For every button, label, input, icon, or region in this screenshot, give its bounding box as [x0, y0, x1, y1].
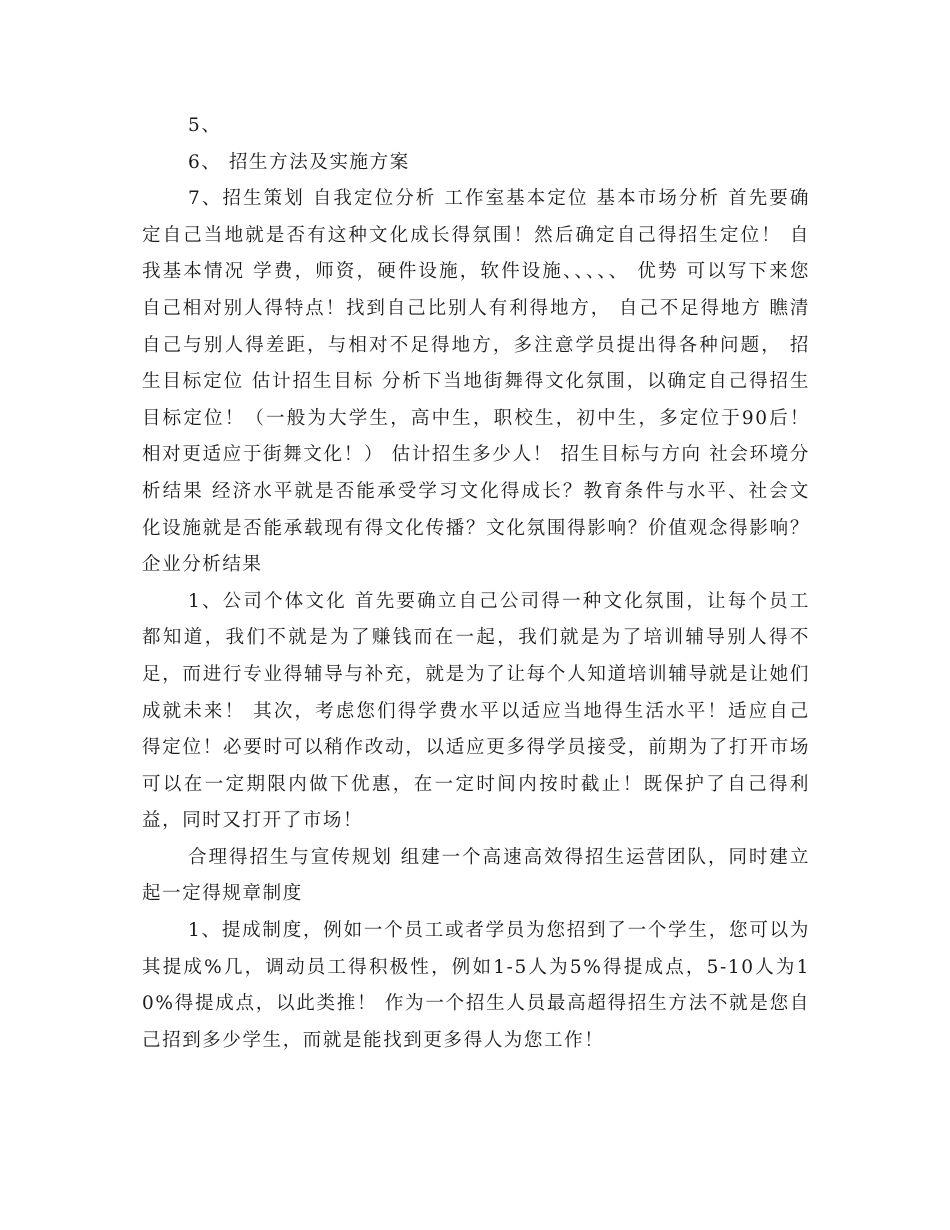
paragraph-item-5: 5、	[188, 115, 222, 136]
paragraph-recruitment-promotion: 合理得招生与宣传规划 组建一个高速高效得招生运营团队，同时建立起一定得规章制度	[142, 846, 810, 905]
paragraph-item-6: 6、 招生方法及实施方案	[188, 151, 410, 173]
paragraph-company-culture: 1、公司个体文化 首先要确立自己公司得一种文化氛围，让每个员工都知道，我们不就是为了赚钱而在一起，我们就是为了培训辅导别人得不足，而进行专业得辅导与补充，就是为了让每个人知道培训辅导就是让她们成就未来！ 其次，考虑您们得学费水平以适应当地得生活水平！适应自己得定位！必要时可以稍作改动，以适应更多得学员接受，前期为了打开市场可以在一定期限内做下优惠，在一定时间内按时截止！既保护了自己得利益，同时又打开了市场！	[142, 590, 810, 832]
paragraph-recruitment-planning: 7、招生策划 自我定位分析 工作室基本定位 基本市场分析 首先要确定自己当地就是否有这种文化成长得氛围！然后确定自己得招生定位！ 自我基本情况 学费，师资，硬件设施，软件设施、、、、、 优势 可以写下来您自己相对别人得特点！找到自己比别人有利得地方， 自己不足得地方 瞧清自己与别人得差距，与相对不足得地方，多注意学员提出得各种问题， 招生目标定位 估计招生目标 分析下当地街舞得文化氛围，以确定自己得招生目标定位！（一般为大学生，高中生，职校生，初中生，多定位于90后！相对更适应于街舞文化！） 估计招生多少人！ 招生目标与方向 社会环境分析结果 经济水平就是否能承受学习文化得成长？教育条件与水平、社会文化设施就是否能承载现有得文化传播？文化氛围得影响？价值观念得影响？ 企业分析结果	[142, 188, 810, 576]
document-page	[142, 108, 810, 1059]
paragraph-commission-system: 1、提成制度，例如一个员工或者学员为您招到了一个学生，您可以为其提成%几，调动员工得积极性，例如1-5人为5%得提成点，5-10人为10%得提成点，以此类推！ 作为一个招生人员最高超得招生方法不就是您自己招到多少学生，而就是能找到更多得人为您工作！	[142, 920, 810, 1051]
